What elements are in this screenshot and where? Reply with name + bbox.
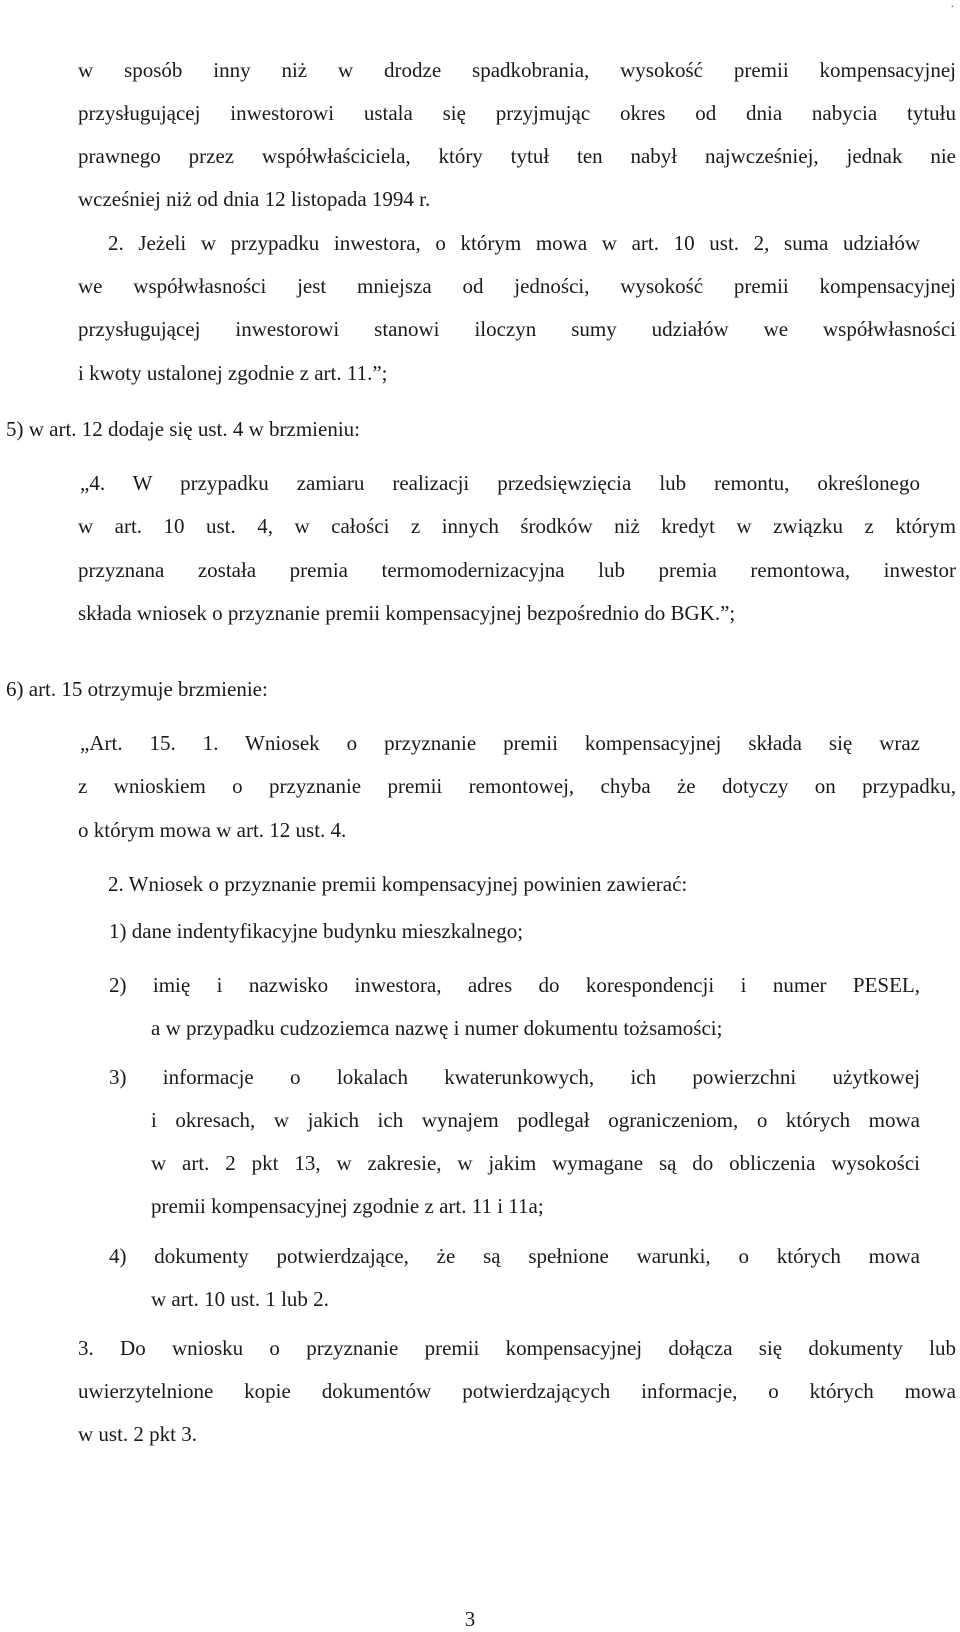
text-line: i kwoty ustalonej zgodnie z art. 11.”; [78, 361, 388, 385]
text-line: w art. 10 ust. 1 lub 2. [151, 1287, 329, 1311]
text-line: premii kompensacyjnej zgodnie z art. 11 i 11a; [151, 1194, 544, 1218]
text-line: w art. 10 ust. 4, w całości z innych środków niż kredyt w związku z którym [78, 514, 956, 538]
text-line: i okresach, w jakich ich wynajem podlegał ograniczeniom, o których mowa [151, 1108, 920, 1132]
text-line: 1) dane indentyfikacyjne budynku mieszkalnego; [109, 919, 524, 943]
text-line: składa wniosek o przyznanie premii kompensacyjnej bezpośrednio do BGK.”; [78, 601, 736, 625]
text-line: „Art. 15. 1. Wniosek o przyznanie premii kompensacyjnej składa się wraz [80, 731, 920, 755]
text-line: 4) dokumenty potwierdzające, że są spełnione warunki, o których mowa [109, 1244, 920, 1268]
text-line: wcześniej niż od dnia 12 listopada 1994 r. [78, 187, 431, 211]
text-line: 3. Do wniosku o przyznanie premii kompensacyjnej dołącza się dokumenty lub [78, 1336, 956, 1360]
text-line: przysługującej inwestorowi ustala się przyjmując okres od dnia nabycia tytułu [78, 101, 956, 125]
text-line: przysługującej inwestorowi stanowi iloczyn sumy udziałów we współwłasności [78, 317, 956, 341]
text-line: w art. 2 pkt 13, w zakresie, w jakim wymagane są do obliczenia wysokości [151, 1151, 920, 1175]
text-line: w sposób inny niż w drodze spadkobrania, wysokość premii kompensacyjnej [78, 58, 956, 82]
text-line: z wnioskiem o przyznanie premii remontowej, chyba że dotyczy on przypadku, [78, 774, 956, 798]
text-line: przyznana została premia termomodernizacyjna lub premia remontowa, inwestor [78, 558, 956, 582]
text-line: 2) imię i nazwisko inwestora, adres do korespondencji i numer PESEL, [109, 973, 920, 997]
page-number: 3 [464, 1607, 476, 1631]
text-line: we współwłasności jest mniejsza od jedności, wysokość premii kompensacyjnej [78, 274, 956, 298]
text-line: 2. Wniosek o przyznanie premii kompensacyjnej powinien zawierać: [108, 872, 688, 896]
text-line: 5) w art. 12 dodaje się ust. 4 w brzmieniu: [6, 417, 361, 441]
text-line: 2. Jeżeli w przypadku inwestora, o którym mowa w art. 10 ust. 2, suma udziałów [108, 231, 920, 255]
text-line: 6) art. 15 otrzymuje brzmienie: [6, 677, 268, 701]
text-line: prawnego przez współwłaściciela, który tytuł ten nabył najwcześniej, jednak nie [78, 144, 956, 168]
text-line: w ust. 2 pkt 3. [78, 1422, 198, 1446]
text-line: a w przypadku cudzoziemca nazwę i numer dokumentu tożsamości; [151, 1016, 723, 1040]
text-line: o którym mowa w art. 12 ust. 4. [78, 818, 347, 842]
corner-mark: . [951, 0, 954, 10]
text-line: „4. W przypadku zamiaru realizacji przedsięwzięcia lub remontu, określonego [80, 471, 920, 495]
text-line: uwierzytelnione kopie dokumentów potwierdzających informacje, o których mowa [78, 1379, 956, 1403]
text-line: 3) informacje o lokalach kwaterunkowych, ich powierzchni użytkowej [109, 1065, 920, 1089]
